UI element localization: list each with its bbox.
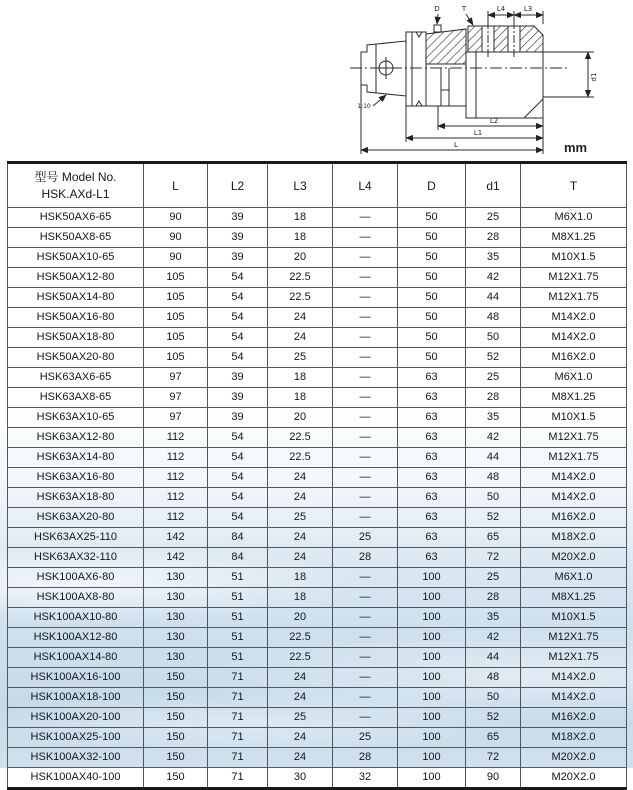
value-cell: —: [333, 688, 398, 708]
model-header-line2: HSK.AXd-L1: [41, 186, 110, 201]
value-cell: 90: [466, 768, 521, 789]
value-cell: M14X2.0: [521, 308, 627, 328]
header-row: [8, 163, 627, 208]
value-cell: 150: [144, 668, 208, 688]
value-cell: 22.5: [268, 648, 333, 668]
table-row: [8, 648, 627, 668]
model-cell: HSK50AX16-80: [8, 308, 144, 328]
value-cell: M14X2.0: [521, 328, 627, 348]
value-cell: 39: [208, 368, 268, 388]
table-row: [8, 508, 627, 528]
value-cell: 22.5: [268, 448, 333, 468]
value-cell: M20X2.0: [521, 768, 627, 789]
value-cell: M10X1.5: [521, 248, 627, 268]
table-row: [8, 748, 627, 768]
value-cell: 50: [398, 288, 466, 308]
table-body: [8, 208, 627, 789]
value-cell: —: [333, 468, 398, 488]
label-l3: L3: [523, 5, 533, 13]
value-cell: —: [333, 328, 398, 348]
value-cell: 54: [208, 488, 268, 508]
value-cell: 48: [466, 308, 521, 328]
value-cell: —: [333, 448, 398, 468]
value-cell: 130: [144, 648, 208, 668]
value-cell: 97: [144, 388, 208, 408]
value-cell: 63: [398, 408, 466, 428]
value-cell: 20: [268, 408, 333, 428]
value-cell: 71: [208, 708, 268, 728]
table-row: [8, 468, 627, 488]
model-cell: HSK100AX6-80: [8, 568, 144, 588]
model-cell: HSK63AX32-110: [8, 548, 144, 568]
value-cell: —: [333, 648, 398, 668]
table-row: [8, 448, 627, 468]
value-cell: 28: [466, 388, 521, 408]
value-cell: 39: [208, 248, 268, 268]
value-cell: M16X2.0: [521, 348, 627, 368]
model-cell: HSK50AX12-80: [8, 268, 144, 288]
value-cell: 150: [144, 708, 208, 728]
value-cell: 50: [398, 328, 466, 348]
value-cell: 50: [398, 248, 466, 268]
value-cell: M18X2.0: [521, 728, 627, 748]
value-cell: 112: [144, 468, 208, 488]
value-cell: —: [333, 568, 398, 588]
table-row: [8, 528, 627, 548]
value-cell: 50: [398, 308, 466, 328]
value-cell: 112: [144, 448, 208, 468]
label-taper: 1:10: [357, 103, 371, 110]
value-cell: 20: [268, 608, 333, 628]
value-cell: 105: [144, 308, 208, 328]
value-cell: M8X1.25: [521, 588, 627, 608]
value-cell: 24: [268, 468, 333, 488]
value-cell: 54: [208, 508, 268, 528]
value-cell: 84: [208, 548, 268, 568]
model-header-line1: 型号 Model No.: [34, 169, 117, 184]
value-cell: 100: [398, 748, 466, 768]
value-cell: 54: [208, 268, 268, 288]
value-cell: 50: [398, 348, 466, 368]
value-cell: M8X1.25: [521, 388, 627, 408]
value-cell: 100: [398, 628, 466, 648]
value-cell: 28: [333, 748, 398, 768]
value-cell: M12X1.75: [521, 448, 627, 468]
value-cell: 35: [466, 408, 521, 428]
value-cell: 105: [144, 288, 208, 308]
table-row: [8, 608, 627, 628]
model-cell: HSK50AX8-65: [8, 228, 144, 248]
value-cell: 63: [398, 548, 466, 568]
value-cell: 63: [398, 368, 466, 388]
body-section-hatched: [426, 29, 466, 64]
table-row: [8, 328, 627, 348]
value-cell: 25: [268, 708, 333, 728]
table-row: [8, 268, 627, 288]
value-cell: 100: [398, 568, 466, 588]
value-cell: 130: [144, 568, 208, 588]
value-cell: 54: [208, 308, 268, 328]
cylinder-body: [466, 52, 543, 118]
value-cell: 22.5: [268, 628, 333, 648]
value-cell: 18: [268, 568, 333, 588]
value-cell: M10X1.5: [521, 608, 627, 628]
value-cell: M16X2.0: [521, 708, 627, 728]
value-cell: 39: [208, 208, 268, 228]
value-cell: 63: [398, 428, 466, 448]
model-cell: HSK100AX14-80: [8, 648, 144, 668]
table-row: [8, 568, 627, 588]
column-header-L2: L2: [208, 163, 268, 208]
column-header-L4: L4: [333, 163, 398, 208]
thread-block: [494, 26, 508, 52]
value-cell: —: [333, 228, 398, 248]
thread-block-chamfered: [520, 26, 543, 52]
value-cell: 18: [268, 228, 333, 248]
label-t: T: [461, 5, 467, 13]
value-cell: 150: [144, 688, 208, 708]
value-cell: M10X1.5: [521, 408, 627, 428]
value-cell: 54: [208, 428, 268, 448]
value-cell: 39: [208, 388, 268, 408]
leader-taper: [373, 95, 386, 106]
leader-t: [466, 14, 473, 25]
column-header-T: T: [521, 163, 627, 208]
value-cell: 48: [466, 668, 521, 688]
value-cell: 63: [398, 448, 466, 468]
model-cell: HSK50AX18-80: [8, 328, 144, 348]
model-cell: HSK63AX20-80: [8, 508, 144, 528]
value-cell: —: [333, 488, 398, 508]
value-cell: —: [333, 308, 398, 328]
value-cell: —: [333, 208, 398, 228]
model-cell: HSK63AX16-80: [8, 468, 144, 488]
tool-holder-drawing-svg: [346, 2, 628, 154]
value-cell: M16X2.0: [521, 508, 627, 528]
value-cell: 71: [208, 688, 268, 708]
value-cell: 48: [466, 468, 521, 488]
value-cell: 100: [398, 708, 466, 728]
column-header-d1: d1: [466, 163, 521, 208]
value-cell: 52: [466, 348, 521, 368]
value-cell: 72: [466, 748, 521, 768]
value-cell: 150: [144, 728, 208, 748]
value-cell: 150: [144, 748, 208, 768]
value-cell: 30: [268, 768, 333, 789]
value-cell: 63: [398, 528, 466, 548]
table-row: [8, 708, 627, 728]
value-cell: 54: [208, 348, 268, 368]
value-cell: 24: [268, 328, 333, 348]
value-cell: 50: [466, 328, 521, 348]
value-cell: M14X2.0: [521, 468, 627, 488]
value-cell: 25: [268, 348, 333, 368]
value-cell: 54: [208, 448, 268, 468]
value-cell: —: [333, 668, 398, 688]
model-cell: HSK100AX25-100: [8, 728, 144, 748]
model-cell: HSK100AX16-100: [8, 668, 144, 688]
value-cell: —: [333, 388, 398, 408]
value-cell: 39: [208, 228, 268, 248]
table-row: [8, 588, 627, 608]
value-cell: 90: [144, 228, 208, 248]
value-cell: 50: [466, 488, 521, 508]
flange: [406, 32, 426, 106]
value-cell: 22.5: [268, 428, 333, 448]
value-cell: —: [333, 408, 398, 428]
value-cell: 28: [333, 548, 398, 568]
value-cell: 24: [268, 528, 333, 548]
value-cell: M12X1.75: [521, 648, 627, 668]
value-cell: 63: [398, 508, 466, 528]
model-cell: HSK50AX10-65: [8, 248, 144, 268]
value-cell: 63: [398, 388, 466, 408]
value-cell: 105: [144, 328, 208, 348]
value-cell: 63: [398, 488, 466, 508]
value-cell: 51: [208, 648, 268, 668]
value-cell: 24: [268, 308, 333, 328]
value-cell: 24: [268, 728, 333, 748]
value-cell: 84: [208, 528, 268, 548]
value-cell: —: [333, 368, 398, 388]
value-cell: 51: [208, 608, 268, 628]
value-cell: 24: [268, 668, 333, 688]
column-header-model: [8, 163, 144, 208]
value-cell: M12X1.75: [521, 268, 627, 288]
value-cell: 22.5: [268, 268, 333, 288]
value-cell: 112: [144, 488, 208, 508]
value-cell: 44: [466, 648, 521, 668]
value-cell: 25: [333, 528, 398, 548]
value-cell: 25: [466, 208, 521, 228]
table-row: [8, 768, 627, 789]
value-cell: 97: [144, 368, 208, 388]
value-cell: 25: [466, 368, 521, 388]
value-cell: M14X2.0: [521, 688, 627, 708]
value-cell: 42: [466, 428, 521, 448]
value-cell: 71: [208, 748, 268, 768]
table-row: [8, 368, 627, 388]
value-cell: 51: [208, 588, 268, 608]
value-cell: —: [333, 288, 398, 308]
value-cell: 71: [208, 668, 268, 688]
value-cell: 39: [208, 408, 268, 428]
value-cell: 54: [208, 288, 268, 308]
value-cell: 24: [268, 688, 333, 708]
label-d1: d1: [590, 72, 598, 82]
value-cell: 18: [268, 388, 333, 408]
value-cell: 90: [144, 248, 208, 268]
value-cell: 51: [208, 568, 268, 588]
model-cell: HSK100AX20-100: [8, 708, 144, 728]
value-cell: 28: [466, 588, 521, 608]
thread-block: [468, 26, 482, 52]
table-row: [8, 348, 627, 368]
model-cell: HSK63AX25-110: [8, 528, 144, 548]
value-cell: 42: [466, 268, 521, 288]
table-row: [8, 408, 627, 428]
value-cell: 100: [398, 728, 466, 748]
value-cell: 28: [466, 228, 521, 248]
table-row: [8, 688, 627, 708]
value-cell: 112: [144, 428, 208, 448]
value-cell: M12X1.75: [521, 628, 627, 648]
table-row: [8, 288, 627, 308]
value-cell: —: [333, 428, 398, 448]
model-cell: HSK50AX20-80: [8, 348, 144, 368]
table-row: [8, 388, 627, 408]
value-cell: —: [333, 508, 398, 528]
value-cell: M14X2.0: [521, 488, 627, 508]
value-cell: 63: [398, 468, 466, 488]
model-cell: HSK63AX8-65: [8, 388, 144, 408]
column-header-D: D: [398, 163, 466, 208]
value-cell: 18: [268, 368, 333, 388]
table-row: [8, 548, 627, 568]
value-cell: 100: [398, 668, 466, 688]
label-l1: L1: [473, 129, 483, 137]
leader-d: [437, 14, 438, 24]
value-cell: 50: [398, 268, 466, 288]
value-cell: 105: [144, 268, 208, 288]
tool-holder-drawing: [346, 2, 628, 154]
model-cell: HSK100AX12-80: [8, 628, 144, 648]
value-cell: 18: [268, 588, 333, 608]
value-cell: M12X1.75: [521, 288, 627, 308]
value-cell: M18X2.0: [521, 528, 627, 548]
value-cell: —: [333, 268, 398, 288]
value-cell: 50: [398, 208, 466, 228]
label-d-top: D: [434, 5, 440, 13]
value-cell: 22.5: [268, 288, 333, 308]
model-cell: HSK50AX6-65: [8, 208, 144, 228]
value-cell: 24: [268, 548, 333, 568]
table-row: [8, 428, 627, 448]
value-cell: —: [333, 588, 398, 608]
value-cell: 51: [208, 628, 268, 648]
value-cell: 35: [466, 248, 521, 268]
model-cell: HSK63AX12-80: [8, 428, 144, 448]
value-cell: 100: [398, 768, 466, 789]
value-cell: 100: [398, 648, 466, 668]
model-cell: HSK100AX8-80: [8, 588, 144, 608]
table-row: [8, 728, 627, 748]
table-row: [8, 308, 627, 328]
value-cell: 130: [144, 608, 208, 628]
value-cell: M20X2.0: [521, 748, 627, 768]
value-cell: M14X2.0: [521, 668, 627, 688]
label-l: L: [454, 141, 458, 149]
value-cell: 24: [268, 748, 333, 768]
value-cell: 142: [144, 528, 208, 548]
value-cell: 25: [466, 568, 521, 588]
value-cell: 50: [466, 688, 521, 708]
value-cell: 50: [398, 228, 466, 248]
value-cell: 25: [333, 728, 398, 748]
value-cell: 32: [333, 768, 398, 789]
value-cell: 18: [268, 208, 333, 228]
value-cell: M6X1.0: [521, 368, 627, 388]
value-cell: 142: [144, 548, 208, 568]
value-cell: 112: [144, 508, 208, 528]
value-cell: 65: [466, 728, 521, 748]
value-cell: —: [333, 248, 398, 268]
model-cell: HSK50AX14-80: [8, 288, 144, 308]
value-cell: 130: [144, 588, 208, 608]
label-l4: L4: [496, 5, 506, 13]
value-cell: 42: [466, 628, 521, 648]
table-row: [8, 668, 627, 688]
value-cell: 71: [208, 728, 268, 748]
value-cell: 24: [268, 488, 333, 508]
value-cell: 105: [144, 348, 208, 368]
value-cell: 100: [398, 688, 466, 708]
model-cell: HSK100AX40-100: [8, 768, 144, 789]
value-cell: —: [333, 708, 398, 728]
model-cell: HSK100AX32-100: [8, 748, 144, 768]
value-cell: 90: [144, 208, 208, 228]
model-cell: HSK63AX10-65: [8, 408, 144, 428]
value-cell: 71: [208, 768, 268, 789]
value-cell: M6X1.0: [521, 208, 627, 228]
table-row: [8, 628, 627, 648]
value-cell: 100: [398, 588, 466, 608]
model-cell: HSK100AX18-100: [8, 688, 144, 708]
value-cell: —: [333, 348, 398, 368]
value-cell: 54: [208, 468, 268, 488]
value-cell: 25: [268, 508, 333, 528]
unit-label: mm: [564, 140, 588, 155]
value-cell: 65: [466, 528, 521, 548]
table-row: [8, 488, 627, 508]
column-header-L3: L3: [268, 163, 333, 208]
spec-table: [7, 161, 627, 790]
model-cell: HSK100AX10-80: [8, 608, 144, 628]
value-cell: M20X2.0: [521, 548, 627, 568]
column-header-L: L: [144, 163, 208, 208]
value-cell: 150: [144, 768, 208, 789]
value-cell: 35: [466, 608, 521, 628]
table-row: [8, 248, 627, 268]
value-cell: 20: [268, 248, 333, 268]
value-cell: 52: [466, 708, 521, 728]
value-cell: —: [333, 608, 398, 628]
value-cell: 130: [144, 628, 208, 648]
value-cell: 100: [398, 608, 466, 628]
value-cell: 44: [466, 448, 521, 468]
model-cell: HSK63AX14-80: [8, 448, 144, 468]
table-row: [8, 228, 627, 248]
value-cell: M8X1.25: [521, 228, 627, 248]
value-cell: 52: [466, 508, 521, 528]
value-cell: 97: [144, 408, 208, 428]
value-cell: 44: [466, 288, 521, 308]
value-cell: 54: [208, 328, 268, 348]
value-cell: M6X1.0: [521, 568, 627, 588]
value-cell: —: [333, 628, 398, 648]
value-cell: 72: [466, 548, 521, 568]
model-cell: HSK63AX18-80: [8, 488, 144, 508]
model-cell: HSK63AX6-65: [8, 368, 144, 388]
table-row: [8, 208, 627, 228]
label-l2: L2: [489, 117, 499, 125]
value-cell: M12X1.75: [521, 428, 627, 448]
